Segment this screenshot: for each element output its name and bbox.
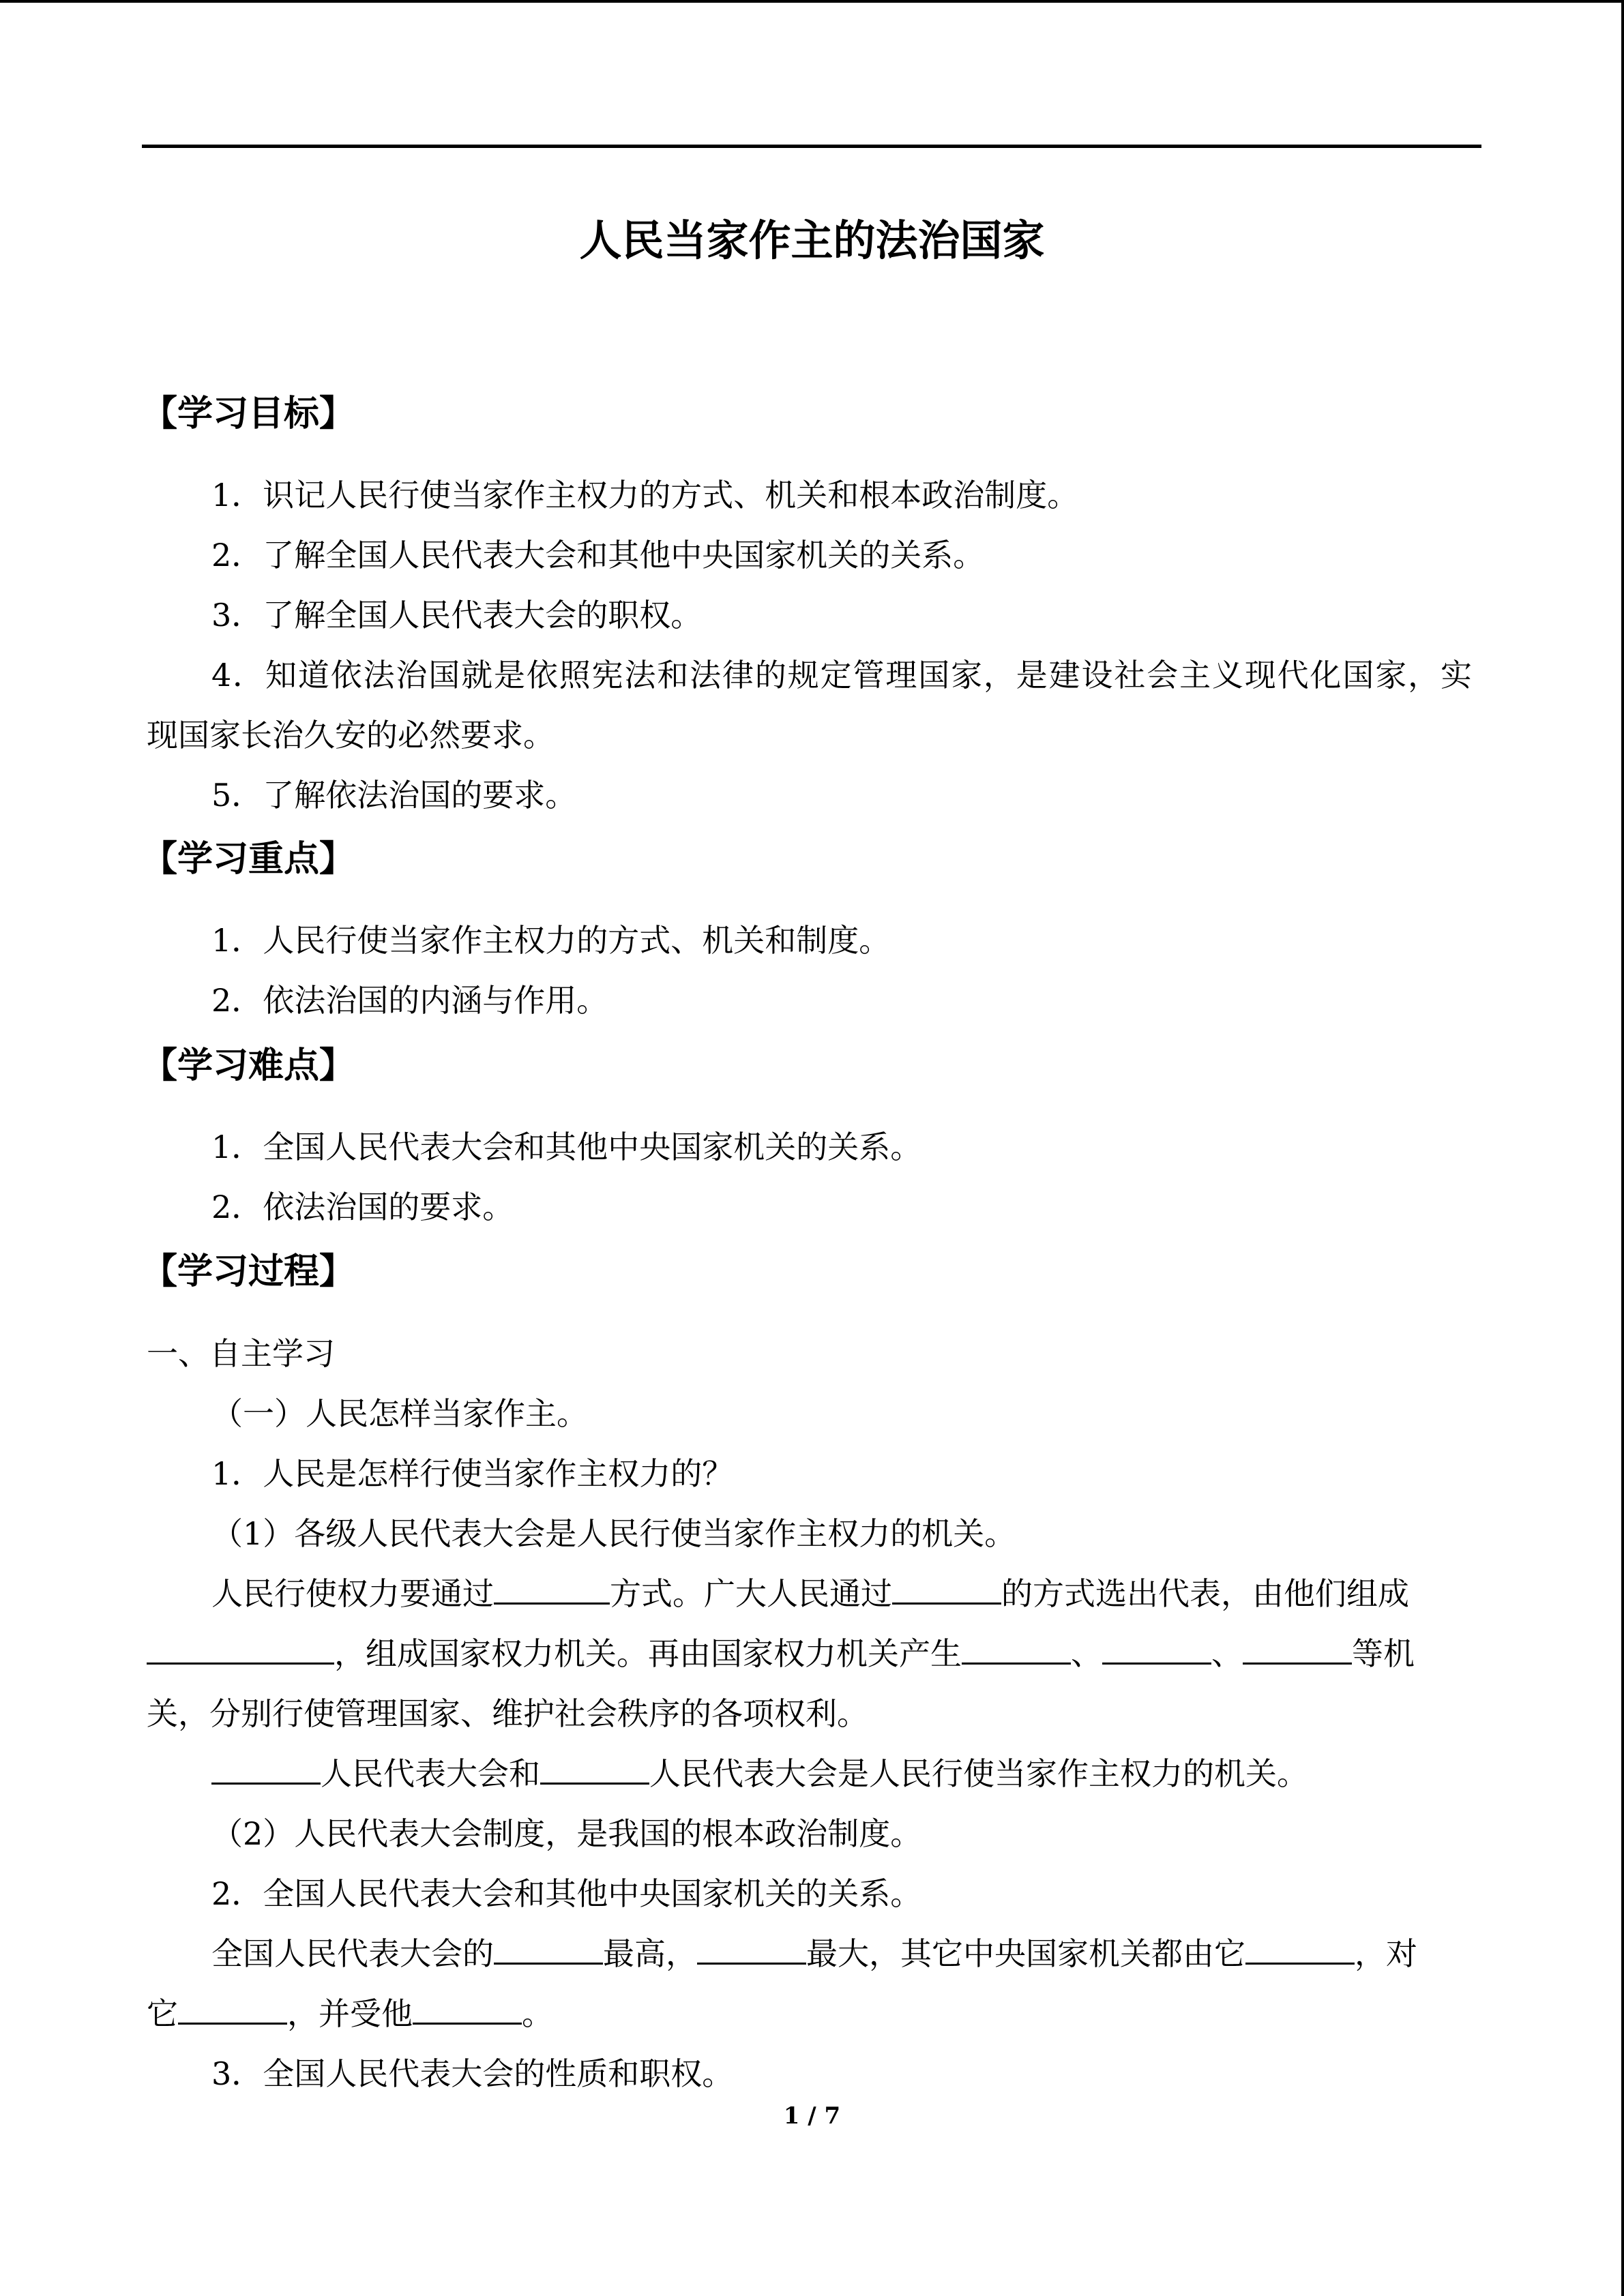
page-top-border (0, 0, 1624, 3)
fill-text: 的方式选出代表，由他们组成 (1001, 1575, 1409, 1612)
fill-text: 人民行使权力要通过 (211, 1575, 494, 1612)
objective-item: 5．了解依法治国的要求。 (211, 777, 577, 814)
question: 2．全国人民代表大会和其他中央国家机关的关系。 (211, 1875, 922, 1912)
fill-text: 人民代表大会和 (321, 1755, 540, 1792)
fill-text: 最高， (603, 1935, 697, 1972)
subsection-title: （一）人民怎样当家作主。 (211, 1395, 588, 1432)
question-part: （2）人民代表大会制度，是我国的根本政治制度。 (211, 1815, 922, 1852)
fill-blank[interactable] (892, 1572, 1001, 1605)
process-heading: 【学习过程】 (142, 1251, 355, 1292)
fill-text: ，对 (1355, 1935, 1417, 1972)
question: 3．全国人民代表大会的性质和职权。 (211, 2055, 734, 2092)
fill-in-line: 关，分别行使管理国家、维护社会秩序的各项权利。 (147, 1695, 868, 1732)
fill-blank[interactable] (1245, 1933, 1355, 1965)
difficulties-heading: 【学习难点】 (142, 1045, 355, 1086)
fill-blank[interactable] (1102, 1632, 1211, 1665)
fill-blank[interactable] (962, 1632, 1071, 1665)
fill-blank[interactable] (413, 1993, 522, 2025)
fill-text: 、 (1071, 1635, 1102, 1672)
fill-blank[interactable] (494, 1572, 610, 1605)
document-title: 人民当家作主的法治国家 (579, 215, 1045, 265)
fill-text: 、 (1211, 1635, 1243, 1672)
fill-blank[interactable] (494, 1933, 603, 1965)
fill-blank[interactable] (178, 1993, 287, 2025)
objective-item-continued: 现国家长治久安的必然要求。 (147, 717, 555, 754)
fill-text: 最大，其它中央国家机关都由它 (806, 1935, 1245, 1972)
subsection-title: 一、自主学习 (147, 1335, 335, 1372)
key-points-heading: 【学习重点】 (142, 839, 355, 880)
fill-in-line (147, 1992, 553, 2036)
difficulty-item: 1．全国人民代表大会和其他中央国家机关的关系。 (211, 1129, 922, 1165)
fill-in-line (211, 1572, 1409, 1615)
fill-text: 全国人民代表大会的 (211, 1935, 494, 1972)
fill-in-line (147, 1632, 1415, 1675)
objectives-heading: 【学习目标】 (142, 393, 355, 434)
page-right-border (1621, 0, 1624, 2296)
fill-text: 它 (147, 1995, 178, 2032)
fill-in-line (211, 1932, 1417, 1976)
page-number: 1 / 7 (783, 2102, 841, 2130)
fill-blank[interactable] (697, 1933, 806, 1965)
fill-text: ，组成国家权力机关。再由国家权力机关产生 (334, 1635, 962, 1672)
fill-in-line (211, 1752, 1308, 1795)
objective-item: 1．识记人民行使当家作主权力的方式、机关和根本政治制度。 (211, 477, 1079, 513)
key-point-item: 2．依法治国的内涵与作用。 (211, 982, 608, 1019)
objective-item: 2．了解全国人民代表大会和其他中央国家机关的关系。 (211, 537, 985, 573)
fill-blank[interactable] (540, 1753, 649, 1785)
objective-item: 3．了解全国人民代表大会的职权。 (211, 597, 703, 633)
question: 1．人民是怎样行使当家作主权力的？ (211, 1455, 734, 1492)
difficulty-item: 2．依法治国的要求。 (211, 1189, 514, 1225)
fill-blank[interactable] (147, 1632, 334, 1665)
fill-blank[interactable] (1243, 1632, 1352, 1665)
header-rule (142, 145, 1481, 148)
question-part: （1）各级人民代表大会是人民行使当家作主权力的机关。 (211, 1515, 1016, 1552)
fill-text: 方式。广大人民通过 (610, 1575, 892, 1612)
fill-text: 。 (522, 1995, 553, 2032)
fill-blank[interactable] (211, 1753, 321, 1785)
fill-text: ，并受他 (287, 1995, 413, 2032)
fill-text: 等机 (1352, 1635, 1415, 1672)
objective-item: 4．知道依法治国就是依照宪法和法律的规定管理国家，是建设社会主义现代化国家，实 (211, 657, 1472, 694)
fill-text: 人民代表大会是人民行使当家作主权力的机关。 (649, 1755, 1308, 1792)
key-point-item: 1．人民行使当家作主权力的方式、机关和制度。 (211, 922, 891, 959)
